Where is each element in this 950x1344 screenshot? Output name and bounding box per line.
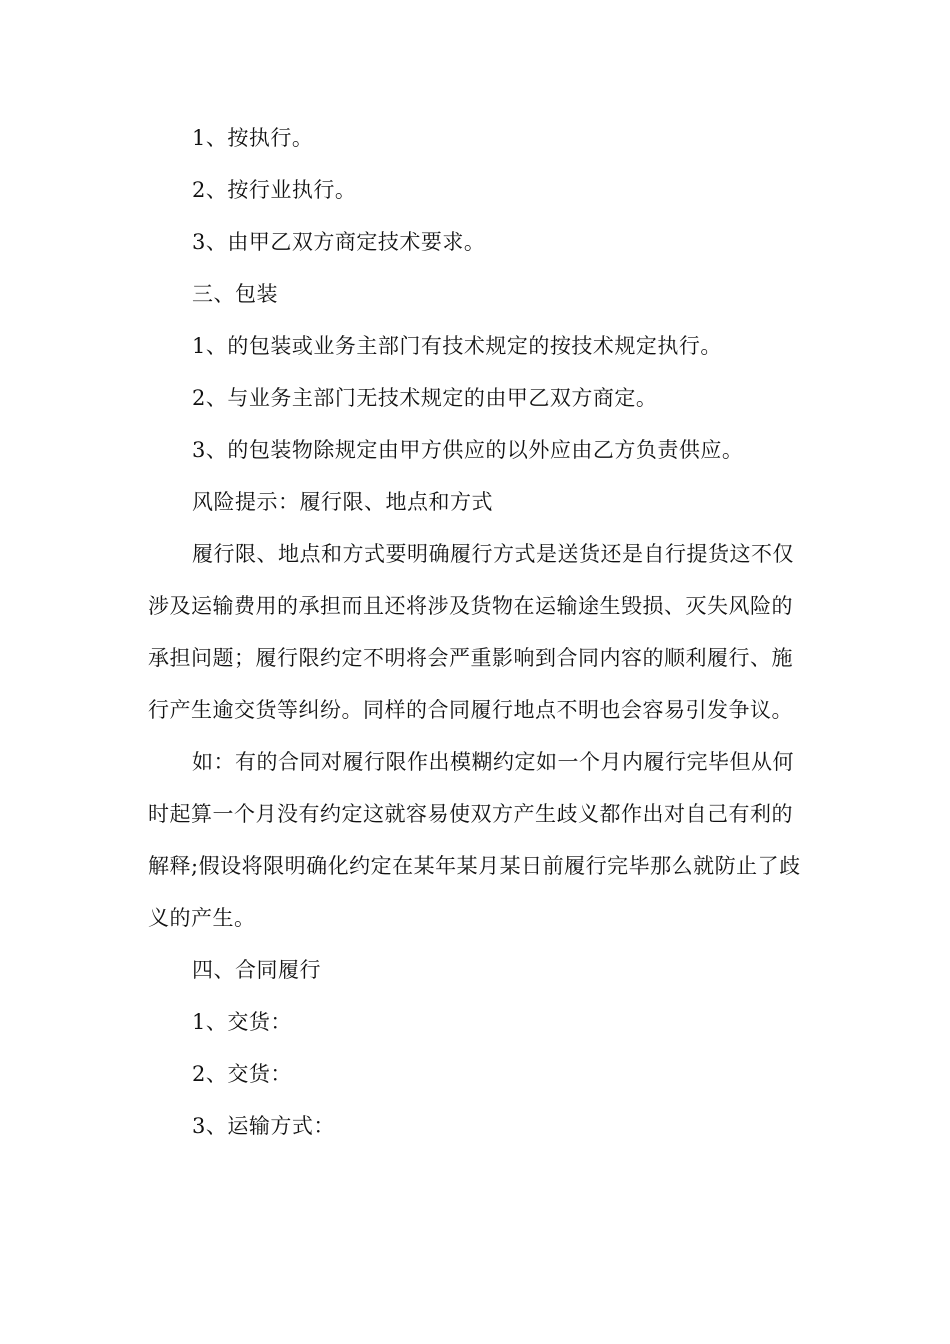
list-item: 1、按执行。 [192, 126, 314, 150]
list-item: 2、交货： [192, 1062, 292, 1086]
list-item: 3、运输方式： [192, 1114, 335, 1138]
list-item: 3、由甲乙双方商定技术要求。 [192, 230, 486, 254]
section-heading: 三、包装 [192, 282, 278, 306]
list-item: 2、与业务主部门无技术规定的由甲乙双方商定。 [192, 386, 658, 410]
list-item: 3、的包装物除规定由甲方供应的以外应由乙方负责供应。 [192, 438, 744, 462]
list-item: 1、的包装或业务主部门有技术规定的按技术规定执行。 [192, 334, 722, 358]
section-heading: 四、合同履行 [192, 958, 321, 982]
list-item: 1、交货： [192, 1010, 292, 1034]
document-body [148, 112, 804, 1152]
list-item: 2、按行业执行。 [192, 178, 357, 202]
body-paragraph: 履行限、地点和方式要明确履行方式是送货还是自行提货这不仅涉及运输费用的承担而且还将涉及货物在运输途生毁损、灭失风险的承担问题；履行限约定不明将会严重影响到合同内容的顺利履行、施行产生逾交货等纠纷。同样的合同履行地点不明也会容易引发争议。 [148, 542, 794, 722]
risk-heading: 风险提示：履行限、地点和方式 [192, 490, 493, 514]
body-paragraph: 如：有的合同对履行限作出模糊约定如一个月内履行完毕但从何时起算一个月没有约定这就容易使双方产生歧义都作出对自己有利的解释;假设将限明确化约定在某年某月某日前履行完毕那么就防止了歧义的产生。 [148, 750, 801, 930]
